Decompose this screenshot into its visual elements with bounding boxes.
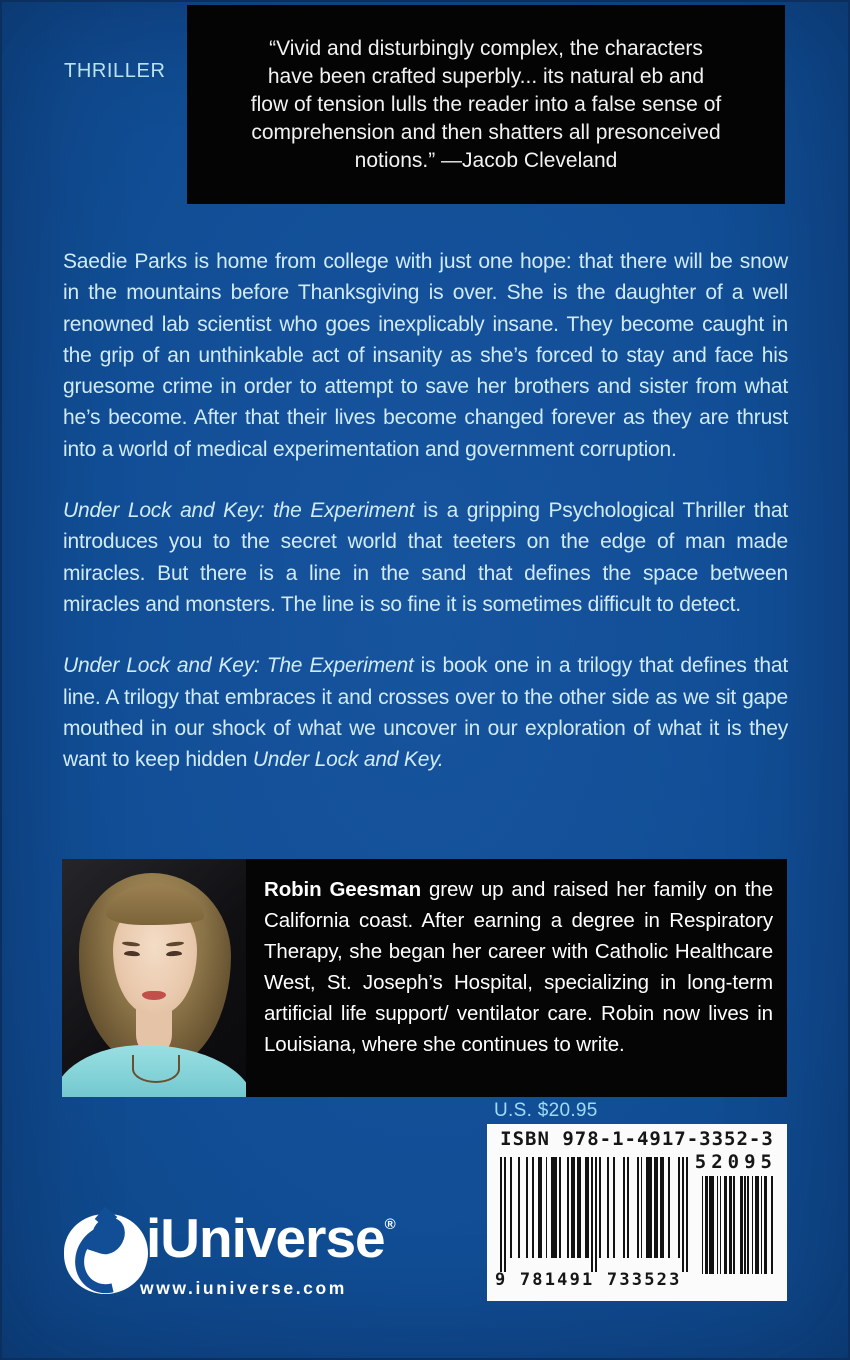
barcode-bar (510, 1157, 512, 1258)
synopsis-text (63, 246, 788, 805)
text-segment: is book one in a trilogy that defines that line. A trilogy that embraces it and crosses over to the other side as we sit gape mouthed in our shock of what we uncover in our exploration of what it is they want to keep hidden (63, 654, 788, 772)
barcode-bar (577, 1157, 581, 1258)
barcode-bar (702, 1176, 704, 1274)
barcode-bar (613, 1157, 615, 1258)
barcode-bar (761, 1176, 763, 1274)
text-segment: Under Lock and Key. (252, 748, 444, 772)
barcode-bar (744, 1176, 746, 1274)
barcode-bar (724, 1176, 727, 1274)
barcode-panel (487, 1124, 787, 1301)
author-bio-text (246, 859, 787, 1097)
quote-line: notions.” —Jacob Cleveland (354, 148, 618, 172)
barcode-bar (526, 1157, 528, 1258)
review-quote-panel (187, 5, 785, 204)
barcode-bar (668, 1157, 670, 1258)
barcode-bar (627, 1157, 629, 1258)
barcode-bar (546, 1157, 548, 1258)
barcode-bar (559, 1157, 561, 1258)
synopsis-paragraph (63, 650, 788, 775)
barcode-bar (591, 1157, 593, 1272)
barcode-bar (686, 1157, 688, 1272)
text-segment: grew up and raised her family on the California coast. After earning a degree in Respiratory Therapy, she began her career with Catholic Healthcare West, St. Joseph’s Hospital, specializing in long-term artificial life support/ ventilator care. Robin now lives in Louisiana, where she continues to write. (264, 878, 773, 1056)
barcode-bar (747, 1176, 749, 1274)
publisher-website: www.iuniverse.com (140, 1278, 347, 1298)
author-bio-panel (62, 859, 787, 1097)
synopsis-paragraph (63, 495, 788, 620)
barcode-bar (764, 1176, 767, 1274)
text-segment: is a gripping Psychological Thriller that introduces you to the secret world that teeters on the edge of man made miracles. But there is a line in the sand that defines the space between miracles and monsters. The line is so fine it is sometimes difficult to detect. (63, 499, 789, 616)
isbn-label: ISBN 978-1-4917-3352-3 (500, 1128, 774, 1150)
quote-line: comprehension and then shatters all presonceived (251, 120, 721, 144)
barcode-bar (678, 1157, 680, 1258)
barcode-bar (705, 1176, 708, 1274)
barcode-bar (720, 1176, 722, 1274)
author-photo (62, 859, 246, 1097)
barcode-bar (771, 1176, 773, 1274)
barcode-bar (500, 1157, 502, 1272)
publisher-logo (62, 1198, 422, 1318)
barcode-bar (518, 1157, 520, 1258)
barcode-bar (752, 1176, 754, 1274)
publisher-name-text: iUniverse (146, 1207, 385, 1269)
barcode-bar (538, 1157, 542, 1258)
quote-line: have been crafted superbly... its natural eb and (267, 64, 705, 88)
text-segment: Under Lock and Key: the Experiment (63, 499, 415, 523)
barcode-bar (595, 1157, 597, 1272)
quote-line: flow of tension lulls the reader into a false sense of (250, 92, 722, 116)
barcode-bar (551, 1157, 557, 1258)
barcode-bar (567, 1157, 569, 1258)
barcode-bar (504, 1157, 506, 1272)
barcode-bar (532, 1157, 534, 1258)
text-segment: Robin Geesman (264, 878, 422, 901)
barcode-bar (585, 1157, 589, 1258)
barcode-bar (740, 1176, 743, 1274)
barcode-bar (660, 1157, 664, 1258)
barcode-bar (717, 1176, 719, 1274)
supplement-barcode (700, 1176, 773, 1274)
synopsis-paragraph (63, 246, 788, 465)
text-segment: Saedie Parks is home from college with just one hope: that there will be snow in the mountains before Thanksgiving is over. She is the daughter of a well renowned lab scientist who goes inexplicably insane. They become caught in the grip of an unthinkable act of insanity as she’s forced to stay and face his gruesome crime in order to attempt to save her brothers and sister from what he’s become. After that their lives become changed forever as they are thrust into a world of medical experimentation and government corruption. (63, 250, 788, 461)
photo-necklace (132, 1055, 180, 1083)
barcode-bar (729, 1176, 732, 1274)
text-segment: Under Lock and Key: The Experiment (63, 654, 414, 678)
publisher-name (146, 1206, 396, 1270)
barcode-bar (637, 1157, 639, 1258)
barcode-bar (755, 1176, 760, 1274)
iuniverse-swirl-icon (64, 1214, 148, 1294)
ean13-barcode (500, 1157, 688, 1272)
barcode-bar (733, 1176, 735, 1274)
barcode-bar (682, 1157, 684, 1272)
price-label: U.S. $20.95 (494, 1100, 598, 1121)
barcode-bar (607, 1157, 609, 1258)
barcode-supplement-digits: 52095 (694, 1151, 777, 1173)
barcode-bar (654, 1157, 658, 1258)
registered-trademark-symbol: ® (384, 1216, 396, 1233)
ean-digits: 9 781491 733523 (495, 1270, 682, 1290)
barcode-bar (599, 1157, 601, 1258)
barcode-bar (646, 1157, 652, 1258)
barcode-bar (641, 1157, 643, 1258)
barcode-bar (623, 1157, 625, 1258)
genre-label: THRILLER (64, 60, 166, 82)
barcode-bar (571, 1157, 575, 1258)
quote-line: “Vivid and disturbingly complex, the characters (269, 36, 703, 60)
barcode-bar (709, 1176, 714, 1274)
